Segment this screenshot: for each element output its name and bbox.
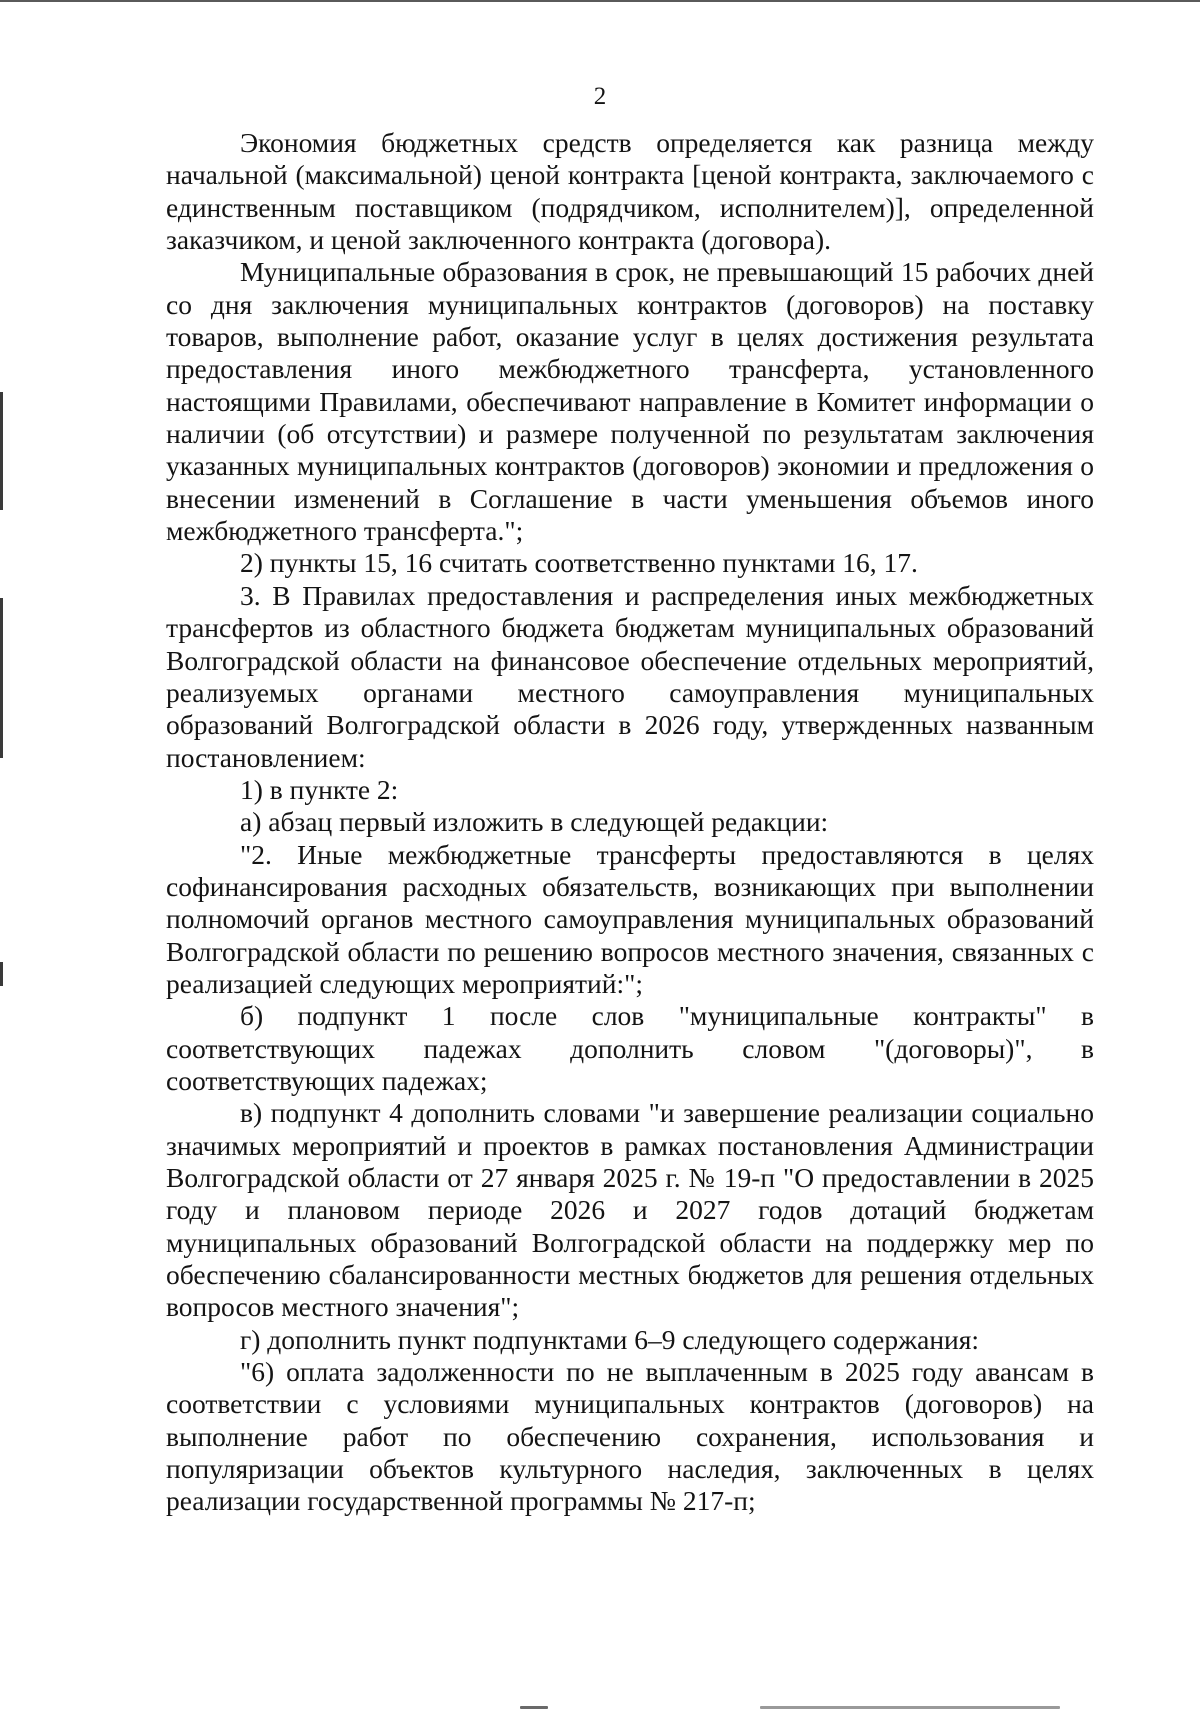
paragraph-subpoint-a: а) абзац первый изложить в следующей редакции:: [240, 806, 829, 838]
paragraph-municipal-reporting: Муниципальные образования в срок, не превышающий 15 рабочих дней со дня заключения муниципальных контрактов (договоров) на поставку товаров, выполнение работ, оказание услуг в целях достижения результата предоставления иного межбюджетного трансферта, установленного настоящими Правилами, обеспечивают направление в Комитет информации о наличии (об отсутствии) и размере полученной по результатам заключения указанных муниципальных контрактов (договоров) экономии и предложения о внесении изменений в Соглашение в части уменьшения объемов иного межбюджетного трансферта.";: [166, 256, 1094, 547]
document-body: [166, 127, 1094, 1518]
paragraph-subpoint-v: в) подпункт 4 дополнить словами "и завершение реализации социально значимых мероприятий и проектов в рамках постановления Администрации Волгоградской области от 27 января 2025 г. № 19-п "О предоставлении в 2025 году и плановом периоде 2026 и 2027 годов дотаций бюджетам муниципальных образований Волгоградской области на поддержку мер по обеспечению сбалансированности местных бюджетов для решения отдельных вопросов местного значения";: [166, 1097, 1094, 1323]
scan-speck: [520, 1706, 548, 1709]
paragraph-point-2: 1) в пункте 2:: [240, 773, 399, 805]
page-number: 2: [593, 83, 607, 110]
scan-left-edge-mark: [0, 962, 3, 986]
paragraph-quoted-subpoint-6: "6) оплата задолженности по не выплаченным в 2025 году авансам в соответствии с условиями муниципальных контрактов (договоров) на выполнение работ по обеспечению сохранения, использования и популяризации объектов культурного наследия, заключенных в целях реализации государственной программы № 217-п;: [166, 1356, 1094, 1517]
paragraph-rules-amendment: 3. В Правилах предоставления и распределения иных межбюджетных трансфертов из областного бюджета бюджетам муниципальных образований Волгоградской области на финансовое обеспечение отдельных мероприятий, реализуемых органами местного самоуправления муниципальных образований Волгоградской области в 2026 году, утвержденных названным постановлением:: [166, 579, 1094, 773]
scan-top-edge: [0, 0, 1200, 2]
paragraph-subpoint-b: б) подпункт 1 после слов "муниципальные контракты" в соответствующих падежах дополнить словом "(договоры)", в соответствующих падежах;: [166, 1000, 1094, 1096]
scan-speck: [760, 1706, 1060, 1709]
paragraph-savings-definition: Экономия бюджетных средств определяется как разница между начальной (максимальной) ценой контракта [ценой контракта, заключаемого с единственным поставщиком (подрядчиком, исполнителем)], определенной заказчиком, и ценой заключенного контракта (договора).: [166, 127, 1094, 256]
paragraph-subpoint-g: г) дополнить пункт подпунктами 6–9 следующего содержания:: [240, 1323, 980, 1355]
scan-left-edge-mark: [0, 598, 3, 758]
scan-left-edge-mark: [0, 392, 3, 510]
paragraph-quoted-point-2: "2. Иные межбюджетные трансферты предоставляются в целях софинансирования расходных обязательств, возникающих при выполнении полномочий органов местного самоуправления муниципальных образований Волгоградской области по решению вопросов местного значения, связанных с реализацией следующих мероприятий:";: [166, 838, 1094, 999]
paragraph-renumbering: 2) пункты 15, 16 считать соответственно пунктами 16, 17.: [240, 547, 918, 579]
